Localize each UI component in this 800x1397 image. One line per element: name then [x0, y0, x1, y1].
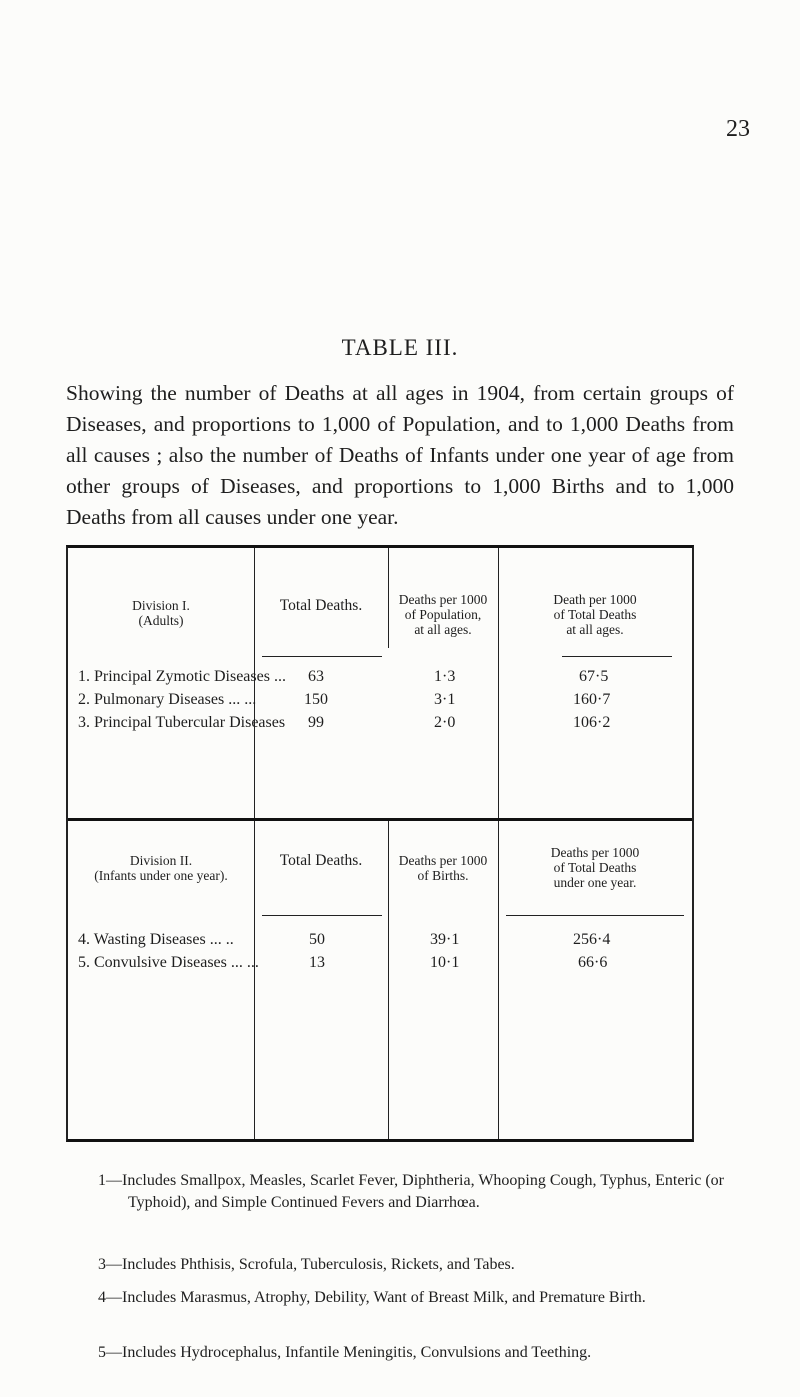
header-rule — [262, 915, 382, 916]
header-line: of Total Deaths — [553, 607, 637, 622]
table-row — [68, 954, 692, 976]
division-separator — [68, 818, 692, 821]
per-total-deaths-value: 67·5 — [579, 668, 609, 685]
total-deaths-value: 63 — [308, 668, 324, 685]
table-row — [68, 714, 692, 736]
header-rule — [262, 656, 382, 657]
division2-subtitle: (Infants under one year). — [94, 868, 228, 883]
row-label: 2. Pulmonary Diseases ... ... — [78, 691, 257, 708]
footnote — [98, 1287, 728, 1309]
deaths-per-total-deaths-header — [498, 592, 692, 637]
header-line: at all ages. — [414, 622, 472, 637]
per-births-value: 39·1 — [430, 931, 460, 948]
row-label: 4. Wasting Diseases ... .. — [78, 931, 234, 948]
page-number: 23 — [726, 116, 750, 142]
per-total-deaths-value: 256·4 — [573, 931, 611, 948]
per-total-deaths-value: 160·7 — [573, 691, 611, 708]
header-line: Deaths per 1000 — [550, 845, 640, 860]
total-deaths-value: 50 — [309, 931, 325, 948]
per-total-deaths-value: 66·6 — [578, 954, 608, 971]
footnote-text: 4—Includes Marasmus, Atrophy, Debility, Want of Breast Milk, and Premature Birth. — [98, 1289, 646, 1306]
row-label: 1. Principal Zymotic Diseases ... — [78, 668, 286, 685]
header-line: under one year. — [553, 875, 637, 890]
total-deaths-header: Total Deaths. — [279, 852, 363, 869]
footnote — [98, 1254, 728, 1276]
header-line: of Population, — [404, 607, 482, 622]
division1-title: Division I. — [132, 598, 190, 613]
per-population-value: 1·3 — [434, 668, 456, 685]
footnote — [98, 1342, 728, 1364]
per-population-value: 3·1 — [434, 691, 456, 708]
header-line: Deaths per 1000 — [398, 592, 488, 607]
deaths-per-births-header — [388, 853, 498, 883]
total-deaths-header: Total Deaths. — [279, 597, 363, 614]
per-births-value: 10·1 — [430, 954, 460, 971]
total-deaths-value: 150 — [304, 691, 328, 708]
table-row — [68, 931, 692, 953]
header-line: of Total Deaths — [553, 860, 637, 875]
division2-title: Division II. — [129, 853, 193, 868]
per-total-deaths-value: 106·2 — [573, 714, 611, 731]
total-deaths-value: 99 — [308, 714, 324, 731]
division1-header — [68, 598, 254, 628]
deaths-per-population-header — [388, 592, 498, 637]
table-row — [68, 691, 692, 713]
row-label: 3. Principal Tubercular Diseases — [78, 714, 286, 731]
table-title: TABLE III. — [341, 335, 459, 360]
row-label: 5. Convulsive Diseases ... ... — [78, 954, 259, 971]
header-rule — [506, 915, 684, 916]
header-line: at all ages. — [566, 622, 624, 637]
header-line: Death per 1000 — [553, 592, 637, 607]
division2-header — [68, 853, 254, 883]
footnote — [98, 1170, 728, 1214]
footnote-text: 3—Includes Phthisis, Scrofula, Tuberculosis, Rickets, and Tabes. — [98, 1256, 515, 1273]
footnote-text: 1—Includes Smallpox, Measles, Scarlet Fever, Diphtheria, Whooping Cough, Typhus, Enteric (or Typhoid), and Simple Continued Fevers and Diarrhœa. — [98, 1172, 724, 1211]
table-row — [68, 668, 692, 690]
deaths-per-total-deaths-header — [498, 845, 692, 890]
intro-paragraph: Showing the number of Deaths at all ages in 1904, from certain groups of Diseases, and proportions to 1,000 of Population, and to 1,000 Deaths from all causes ; also the number of Deaths of Infants under one year of age from other groups of Diseases, and proportions to 1,000 Births and to 1,000 Deaths from all causes under one year. — [66, 381, 734, 529]
footnote-text: 5—Includes Hydrocephalus, Infantile Meningitis, Convulsions and Teething. — [98, 1344, 592, 1361]
header-line: of Births. — [417, 868, 469, 883]
division1-subtitle: (Adults) — [138, 613, 184, 628]
total-deaths-value: 13 — [309, 954, 325, 971]
header-line: Deaths per 1000 — [398, 853, 488, 868]
header-rule — [562, 656, 672, 657]
per-population-value: 2·0 — [434, 714, 456, 731]
mortality-table — [66, 545, 694, 1142]
